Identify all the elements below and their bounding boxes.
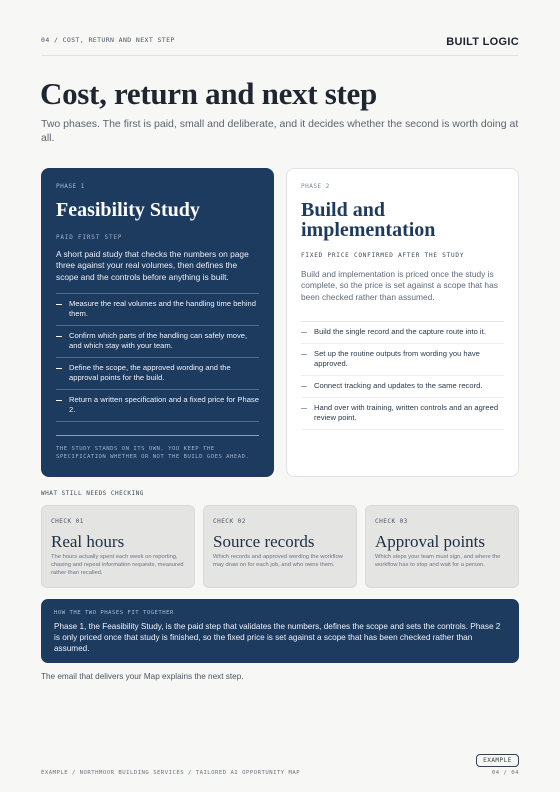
phase1-note: THE STUDY STANDS ON ITS OWN. YOU KEEP THE SPECIFICATION WHETHER OR NOT THE BUILD GOES AHEAD.	[56, 435, 259, 461]
phase1-description: A short paid study that checks the numbers on page three against your real volumes, then defines the scope and the controls before anything is built.	[56, 249, 249, 282]
list-item	[301, 322, 504, 344]
email-note: The email that delivers your Map explains the next step.	[41, 672, 244, 681]
check-title: Real hours	[51, 532, 125, 551]
phase1-tagline: PAID FIRST STEP	[56, 234, 123, 241]
list-item	[56, 326, 259, 358]
check-description: The hours actually spent each week on reporting, chasing and repeat information requests, measured rather than recalled.	[51, 554, 184, 576]
phase2-tagline: FIXED PRICE CONFIRMED AFTER THE STUDY	[301, 252, 465, 259]
phase2-description: Build and implementation is priced once the study is complete, so the price is set against a scope that has been checked rather than assumed.	[301, 269, 498, 302]
phase2-steps	[301, 321, 504, 430]
check-title: Source records	[213, 532, 315, 551]
dash-icon	[301, 332, 307, 333]
step-text: Measure the real volumes and the handling time behind them.	[69, 298, 257, 318]
step-text: Hand over with training, written controls and an agreed review point.	[314, 402, 499, 422]
list-item	[301, 376, 504, 398]
check-card-approval-points	[365, 505, 519, 588]
phase2-card	[286, 168, 519, 477]
check-id: CHECK 02	[213, 518, 246, 525]
dash-icon	[301, 354, 307, 355]
fit-body: Phase 1, the Feasibility Study, is the paid step that validates the numbers, defines the scope and sets the controls. Phase 2 is only priced once that study is finished, so the fixed price is set against a scope that has been checked rather than assumed.	[54, 622, 501, 653]
check-description: Which records and approved wording the workflow may draw on for each job, and who owns them.	[213, 554, 343, 568]
phase1-steps	[56, 293, 259, 422]
example-badge: EXAMPLE	[476, 754, 519, 767]
page-header	[41, 36, 519, 56]
check-description: Which steps your team must sign, and where the workflow has to stop and wait for a person.	[375, 554, 501, 568]
step-text: Set up the routine outputs from wording you have approved.	[314, 348, 480, 368]
dash-icon	[56, 304, 62, 305]
check-id: CHECK 01	[51, 518, 84, 525]
check-card-source-records	[203, 505, 357, 588]
check-title: Approval points	[375, 532, 486, 551]
dash-icon	[56, 368, 62, 369]
dash-icon	[56, 336, 62, 337]
phases-fit-callout	[41, 599, 519, 663]
page-subtitle: Two phases. The first is paid, small and deliberate, and it decides whether the second is worth doing at all.	[41, 118, 519, 144]
step-text: Define the scope, the approved wording and the approval points for the build.	[69, 362, 231, 382]
phase1-card	[41, 168, 274, 477]
check-card-real-hours	[41, 505, 195, 588]
page-title: Cost, return and next step	[40, 76, 377, 111]
dash-icon	[301, 386, 307, 387]
footer-text: EXAMPLE / NORTHMOOR BUILDING SERVICES / TAILORED AI OPPORTUNITY MAP	[41, 770, 301, 776]
list-item	[301, 344, 504, 376]
phase2-label: PHASE 2	[301, 183, 330, 190]
brand-logo: BUILT LOGIC	[446, 36, 519, 48]
step-text: Return a written specification and a fixed price for Phase 2.	[69, 394, 259, 414]
list-item	[301, 398, 504, 430]
list-item	[56, 294, 259, 326]
breadcrumb: 04 / COST, RETURN AND NEXT STEP	[41, 36, 175, 44]
check-id: CHECK 03	[375, 518, 408, 525]
phase1-label: PHASE 1	[56, 183, 85, 190]
phase1-title: Feasibility Study	[56, 199, 200, 221]
phase2-title: Build and implementation	[301, 199, 436, 241]
step-text: Build the single record and the capture route into it.	[314, 326, 486, 336]
list-item	[56, 358, 259, 390]
list-item	[56, 390, 259, 422]
fit-label: HOW THE TWO PHASES FIT TOGETHER	[54, 610, 174, 616]
dash-icon	[56, 400, 62, 401]
dash-icon	[301, 408, 307, 409]
step-text: Confirm which parts of the handling can safely move, and which stay with your team.	[69, 330, 248, 350]
step-text: Connect tracking and updates to the same record.	[314, 380, 483, 390]
page-footer	[41, 770, 519, 776]
checks-heading: WHAT STILL NEEDS CHECKING	[41, 490, 144, 497]
page-number: 04 / 04	[491, 770, 519, 776]
